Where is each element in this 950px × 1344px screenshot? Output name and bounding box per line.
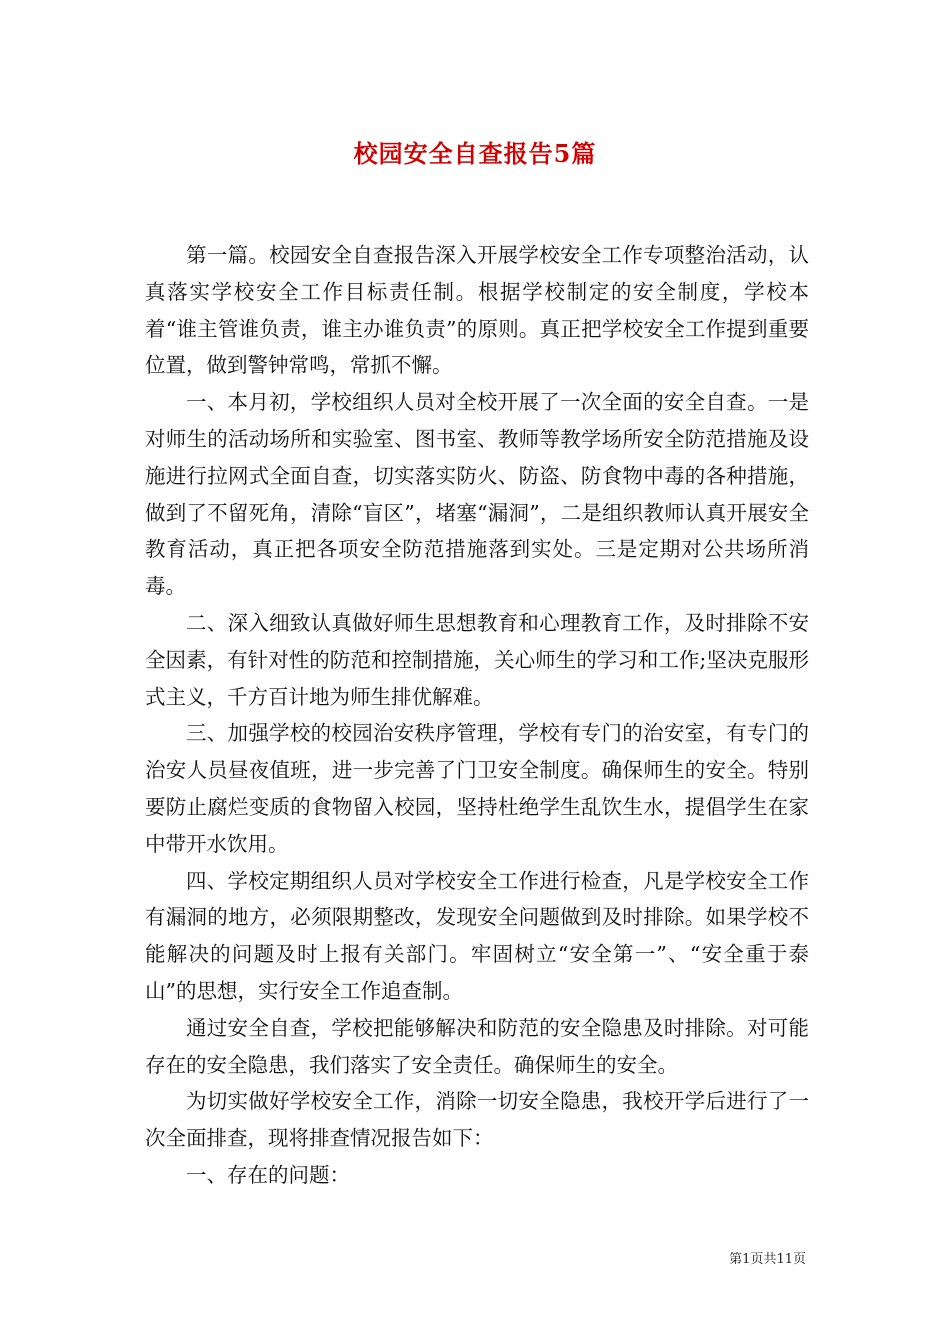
paragraph: 一、本月初，学校组织人员对全校开展了一次全面的安全自查。一是对师生的活动场所和实验室、图书室、教师等教学场所安全防范措施及设施进行拉网式全面自查，切实落实防火、防盗、防食物中毒的各种措施，做到了不留死角，清除“盲区”，堵塞“漏洞”，二是组织教师认真开展安全教育活动，真正把各项安全防范措施落到实处。三是定期对公共场所消毒。 [145,390,809,599]
paragraph: 一、存在的问题： [186,1162,350,1187]
paragraph: 三、加强学校的校园治安秩序管理，学校有专门的治安室，有专门的治安人员昼夜值班，进一步完善了门卫安全制度。确保师生的安全。特别要防止腐烂变质的食物留入校园，坚持杜绝学生乱饮生水，提倡学生在家中带开水饮用。 [145,721,809,856]
paragraph: 通过安全自查，学校把能够解决和防范的安全隐患及时排除。对可能存在的安全隐患，我们落实了安全责任。确保师生的安全。 [145,1015,809,1077]
page-number: 第1页共11页 [729,1252,806,1267]
paragraph: 四、学校定期组织人员对学校安全工作进行检查，凡是学校安全工作有漏洞的地方，必须限期整改，发现安全问题做到及时排除。如果学校不能解决的问题及时上报有关部门。牢固树立“安全第一”、“安全重于泰山”的思想，实行安全工作追查制。 [145,868,809,1003]
paragraph: 为切实做好学校安全工作，消除一切安全隐患，我校开学后进行了一次全面排查，现将排查情况报告如下： [145,1089,809,1151]
paragraph: 第一篇。校园安全自查报告深入开展学校安全工作专项整治活动，认真落实学校安全工作目标责任制。根据学校制定的安全制度，学校本着“谁主管谁负责，谁主办谁负责”的原则。真正把学校安全工作提到重要位置，做到警钟常鸣，常抓不懈。 [145,243,809,378]
document-body [145,237,809,1194]
paragraph: 二、深入细致认真做好师生思想教育和心理教育工作，及时排除不安全因素，有针对性的防范和控制措施，关心师生的学习和工作;坚决克服形式主义，千方百计地为师生排优解难。 [145,610,809,709]
document-title: 校园安全自查报告5篇 [353,139,597,168]
